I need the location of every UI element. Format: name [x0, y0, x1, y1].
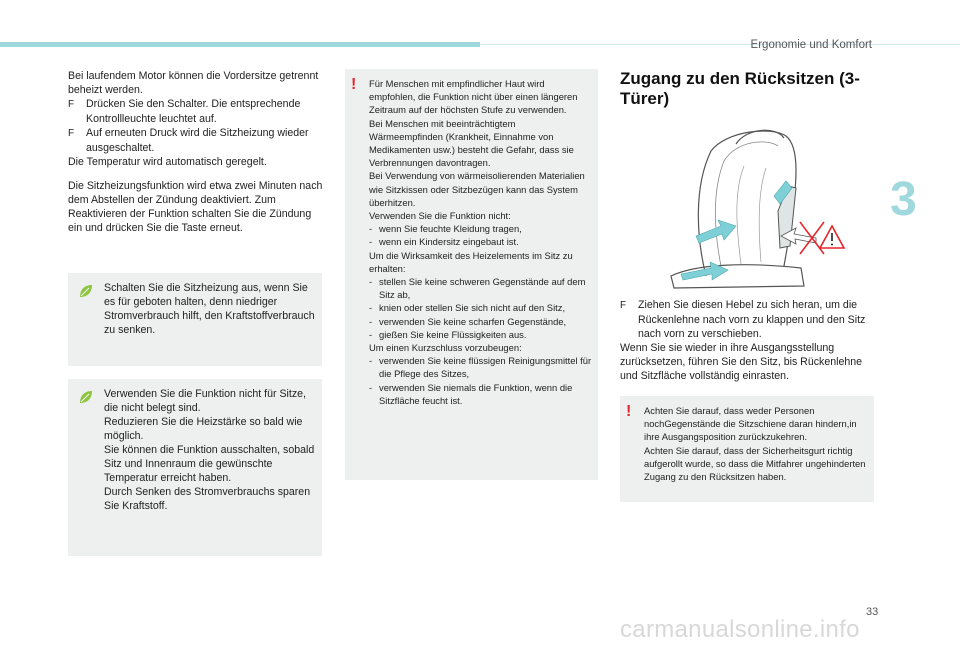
header-rule [480, 44, 960, 45]
rear-access-title: Zugang zu den Rücksitzen (3-Türer) [620, 69, 860, 108]
warning-seat-rail: Achten Sie darauf, dass weder Personen nochGegenstände die Sitzschiene daran hindern,in ihre Ausgangsposition zurückzukehren. [644, 405, 857, 443]
list-item: - stellen Sie keine schweren Gegenstände auf dem Sitz ab, [369, 275, 592, 301]
intro-text: Bei laufendem Motor können die Vordersitze getrennt beheizt werden. [68, 70, 319, 96]
warning-triangle-icon [820, 226, 844, 248]
warning-efficiency: Um die Wirksamkeit des Heizelements im Sitz zu erhalten: [369, 249, 573, 274]
warning-overheat: Bei Verwendung von wärmeisolierenden Materialien wie Sitzkissen oder Sitzbezügen kann das System überhitzen. [369, 170, 585, 208]
warning-skin: Für Menschen mit empfindlicher Haut wird empfohlen, die Funktion nicht über einen längeren Zeitraum auf der höchsten Stufe zu verwenden. [369, 78, 578, 116]
eco-tip-box-2 [68, 379, 322, 556]
list-item: - gießen Sie keine Flüssigkeiten aus. [369, 328, 592, 341]
leaf-icon [78, 389, 94, 405]
warning-do-not-use: Verwenden Sie die Funktion nicht: [369, 210, 511, 222]
eco-tip-line-1: Verwenden Sie die Funktion nicht für Sitze, die nicht belegt sind. [104, 388, 306, 414]
list-item: - verwenden Sie niemals die Funktion, wenn die Sitzfläche feucht ist. [369, 381, 592, 407]
auto-temp-text: Die Temperatur wird automatisch geregelt. [68, 156, 267, 168]
eco-tip-box-1 [68, 273, 322, 366]
leaf-icon [78, 283, 94, 299]
warning-seatbelt: Achten Sie darauf, dass der Sicherheitsgurt richtig aufgerollt wurde, so dass die Mitfahrer ungehinderten Zugang zu den Rücksitzen haben. [644, 444, 866, 483]
warning-icon: ! [351, 76, 357, 93]
page-number: 33 [866, 606, 879, 618]
list-item: - wenn ein Kindersitz eingebaut ist. [369, 235, 592, 248]
list-item: - verwenden Sie keine scharfen Gegenstände, [369, 315, 592, 328]
deactivation-text: Die Sitzheizungsfunktion wird etwa zwei Minuten nach dem Abstellen der Zündung deaktiviert. Zum Reaktivieren der Funktion schalten Sie die Zündung ein und drücken Sie die Taste erneut. [68, 180, 323, 234]
eco-tip-text-1: Schalten Sie die Sitzheizung aus, wenn Sie es für geboten halten, denn niedriger Stromverbrauch hilft, den Kraftstoffverbrauch zu senken. [104, 282, 315, 336]
chapter-number: 3 [890, 173, 917, 226]
seat-lever-illustration [666, 126, 846, 291]
bullet-press-switch: F Drücken Sie den Schalter. Die entsprechende Kontrollleuchte leuchtet auf. [68, 97, 326, 126]
warning-box-rear-access [620, 396, 874, 502]
list-item: - wenn Sie feuchte Kleidung tragen, [369, 222, 592, 235]
list-item: - knien oder stellen Sie sich nicht auf den Sitz, [369, 301, 592, 314]
warning-icon: ! [626, 403, 632, 420]
watermark: carmanualsonline.info [620, 616, 860, 643]
warning-burns: Bei Menschen mit beeinträchtigtem Wärmeempfinden (Krankheit, Einnahme von Medikamenten usw.) besteht die Gefahr, dass sie Verbrennungen davontragen. [369, 117, 574, 169]
list-item: - verwenden Sie keine flüssigen Reinigungsmittel für die Pflege des Sitzes, [369, 354, 592, 380]
warning-box-heating [345, 69, 598, 480]
header-accent-bar [0, 42, 480, 47]
warning-short-circuit: Um einen Kurzschluss vorzubeugen: [369, 342, 522, 354]
return-position-text: Wenn Sie sie wieder in ihre Ausgangsstellung zurücksetzen, führen Sie den Sitz, bis Rückenlehne und Sitzfläche vollständig einrasten. [620, 342, 863, 382]
eco-tip-line-2: Reduzieren Sie die Heizstärke so bald wie möglich. [104, 416, 303, 442]
eco-tip-line-3: Sie können die Funktion ausschalten, sobald Sitz und Innenraum die gewünschte Temperatur erreicht haben. [104, 444, 315, 484]
column-heated-seats [68, 69, 326, 245]
eco-tip-line-4: Durch Senken des Stromverbrauchs sparen Sie Kraftstoff. [104, 486, 311, 512]
section-title: Ergonomie und Komfort [750, 39, 872, 51]
bullet-pull-lever: F Ziehen Sie diesen Hebel zu sich heran, um die Rückenlehne nach vorn zu klappen und den Sitz nach vorn zu verschieben. [620, 298, 882, 341]
column-rear-access [620, 298, 882, 383]
bullet-press-again: F Auf erneuten Druck wird die Sitzheizung wieder ausgeschaltet. [68, 126, 326, 155]
